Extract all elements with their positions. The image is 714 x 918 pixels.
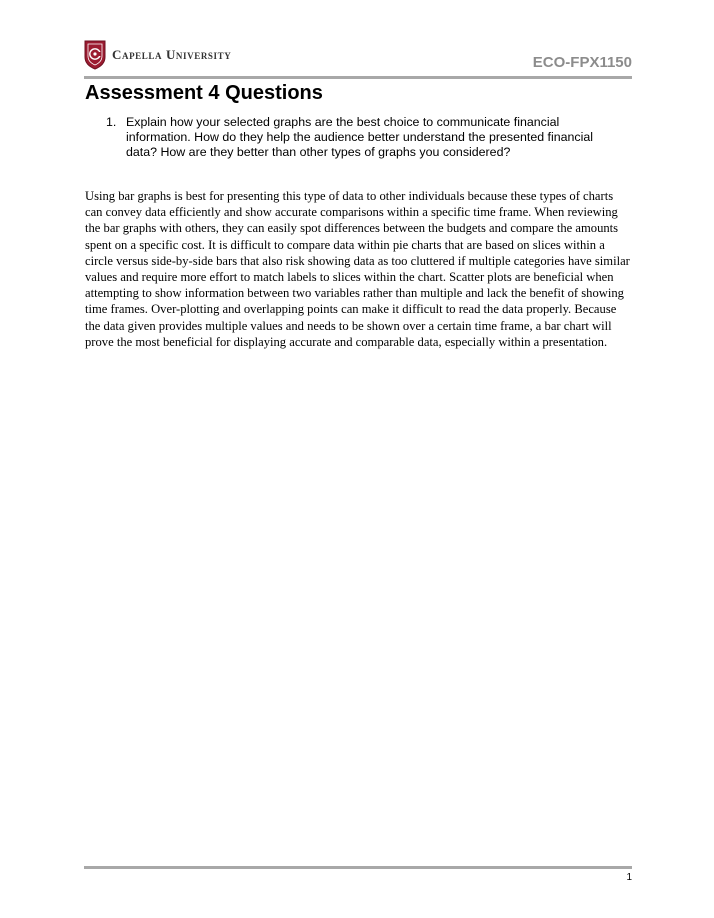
page-header: [84, 38, 632, 78]
question-text: Explain how your selected graphs are the best choice to communicate financial information. How do they help the audience better understand the presented financial data? How are they better than other types of graphs you considered?: [126, 115, 594, 159]
logo-text: Capella University: [112, 47, 232, 62]
course-code: ECO-FPX1150: [532, 54, 632, 71]
page-title: Assessment 4 Questions: [85, 82, 323, 104]
question-item: [106, 115, 626, 160]
answer-paragraph: Using bar graphs is best for presenting this type of data to other individuals because these types of charts can convey data efficiently and show accurate comparisons within a specific time frame. When reviewing the bar graphs with others, they can easily spot differences between the budgets and compare the amounts spent on a specific cost. It is difficult to compare data within pie charts that are based on slices within a circle versus side-by-side bars that also risk showing data as too cluttered if multiple categories have similar values and require more effort to match labels to slices within the chart. Scatter plots are beneficial when attempting to show information between two variables rather than multiple and lack the benefit of showing time frames. Over-plotting and overlapping points can make it difficult to read the data properly. Because the data given provides multiple values and needs to be shown over a certain time frame, a bar chart will prove the most beneficial for displaying accurate and comparable data, especially within a presentation.: [85, 189, 630, 349]
capella-shield-icon: [84, 40, 106, 70]
footer-divider: [84, 866, 632, 869]
header-divider: [84, 76, 632, 79]
capella-logo: [84, 40, 231, 70]
page-number: 1: [626, 872, 632, 883]
question-number: 1.: [106, 115, 117, 129]
